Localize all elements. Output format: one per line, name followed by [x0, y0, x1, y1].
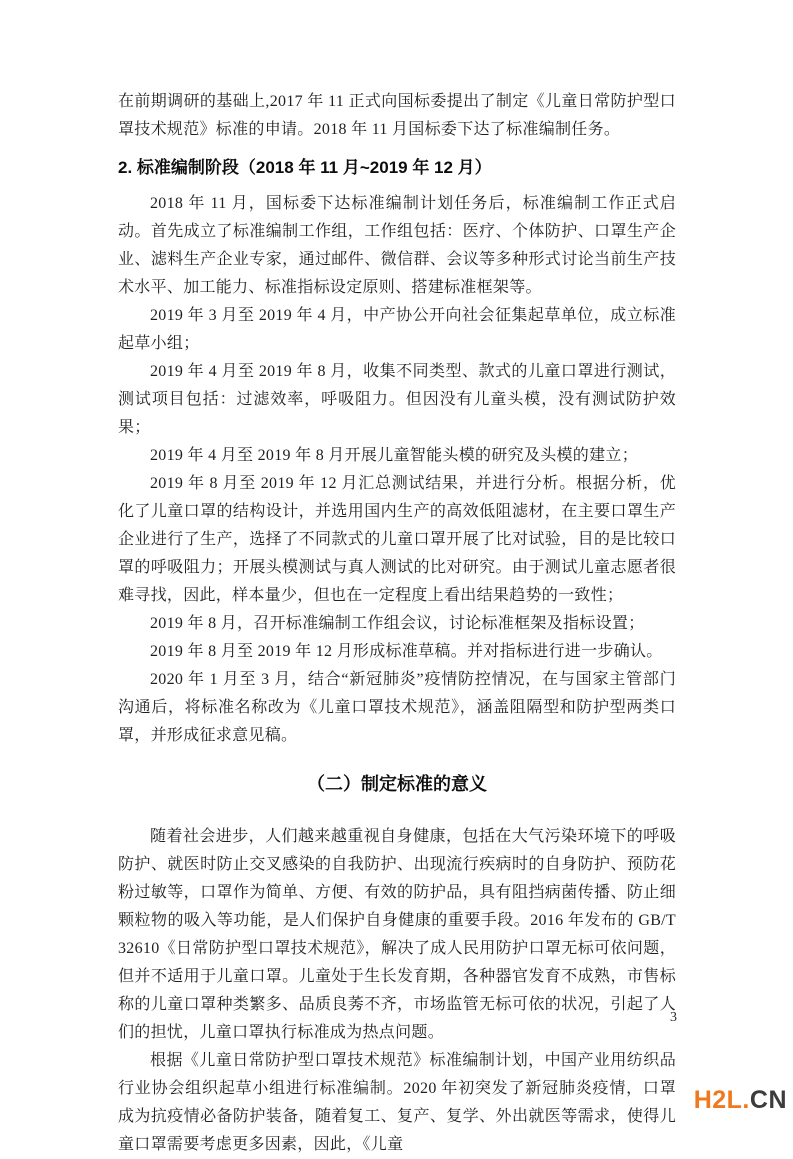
section-heading-significance: （二）制定标准的意义: [307, 774, 487, 794]
paragraph-continued: 在前期调研的基础上,2017 年 11 正式向国标委提出了制定《儿童日常防护型口罩技术规范》标准的申请。2018 年 11 月国标委下达了标准编制任务。: [118, 93, 676, 138]
paragraph: 2019 年 8 月至 2019 年 12 月形成标准草稿。并对指标进行进一步确认。: [150, 643, 663, 660]
paragraph: 2018 年 11 月，国标委下达标准编制计划任务后，标准编制工作正式启动。首先成立了标准编制工作组，工作组包括：医疗、个体防护、口罩生产企业、滤料生产企业专家，通过邮件、微信群、会议等多种形式讨论当前生产技术水平、加工能力、标准指标设定原则、搭建标准框架等。: [118, 195, 676, 296]
watermark-text-cn: CN: [749, 1086, 787, 1114]
paragraph: 2019 年 4 月至 2019 年 8 月开展儿童智能头模的研究及头模的建立；: [150, 447, 639, 464]
paragraph: 随着社会进步，人们越来越重视自身健康，包括在大气污染环境下的呼吸防护、就医时防止交叉感染的自我防护、出现流行疾病时的自身防护、预防花粉过敏等，口罩作为简单、方便、有效的防护品，具有阻挡病菌传播、防止细颗粒物的吸入等功能，是人们保护自身健康的重要手段。2016 年发布的 GB/T 32610《日常防护型口罩技术规范》，解决了成人民用防护口罩无标可依问题，但并不适用于儿童口罩。儿童处于生长发育期，各种器官发育不成熟，市售标称的儿童口罩种类繁多、品质良莠不齐，市场监管无标可依的状况，引起了人们的担忧，儿童口罩执行标准成为热点问题。: [118, 828, 676, 1041]
watermark-logo: [694, 1088, 787, 1113]
paragraph: 2020 年 1 月至 3 月，结合“新冠肺炎”疫情防控情况，在与国家主管部门沟通后，将标准名称改为《儿童口罩技术规范》，涵盖阻隔型和防护型两类口罩，并形成征求意见稿。: [118, 671, 676, 744]
page-number: 3: [670, 1010, 677, 1025]
watermark-text-h2l: H2L.: [693, 1086, 750, 1114]
paragraph: 2019 年 3 月至 2019 年 4 月，中产协公开向社会征集起草单位，成立标准起草小组；: [118, 307, 676, 352]
paragraph: 2019 年 8 月，召开标准编制工作组会议，讨论标准框架及指标设置；: [150, 615, 645, 632]
paragraph: 2019 年 4 月至 2019 年 8 月，收集不同类型、款式的儿童口罩进行测试，测试项目包括：过滤效率，呼吸阻力。但因没有儿童头模，没有测试防护效果；: [118, 363, 676, 436]
paragraph: 根据《儿童日常防护型口罩技术规范》标准编制计划，中国产业用纺织品行业协会组织起草小组进行标准编制。2020 年初突发了新冠肺炎疫情，口罩成为抗疫情必备防护装备，随着复工、复产、复学、外出就医等需求，使得儿童口罩需要考虑更多因素，因此，《儿童: [118, 1052, 676, 1153]
paragraph: 2019 年 8 月至 2019 年 12 月汇总测试结果，并进行分析。根据分析，优化了儿童口罩的结构设计，并选用国内生产的高效低阻滤材，在主要口罩生产企业进行了生产，选择了不同款式的儿童口罩开展了比对试验，目的是比较口罩的呼吸阻力；开展头模测试与真人测试的比对研究。由于测试儿童志愿者很难寻找，因此，样本量少，但也在一定程度上看出结果趋势的一致性；: [118, 475, 676, 604]
section-heading-compilation-phase: 2. 标准编制阶段（2018 年 11 月~2019 年 12 月）: [118, 158, 492, 177]
